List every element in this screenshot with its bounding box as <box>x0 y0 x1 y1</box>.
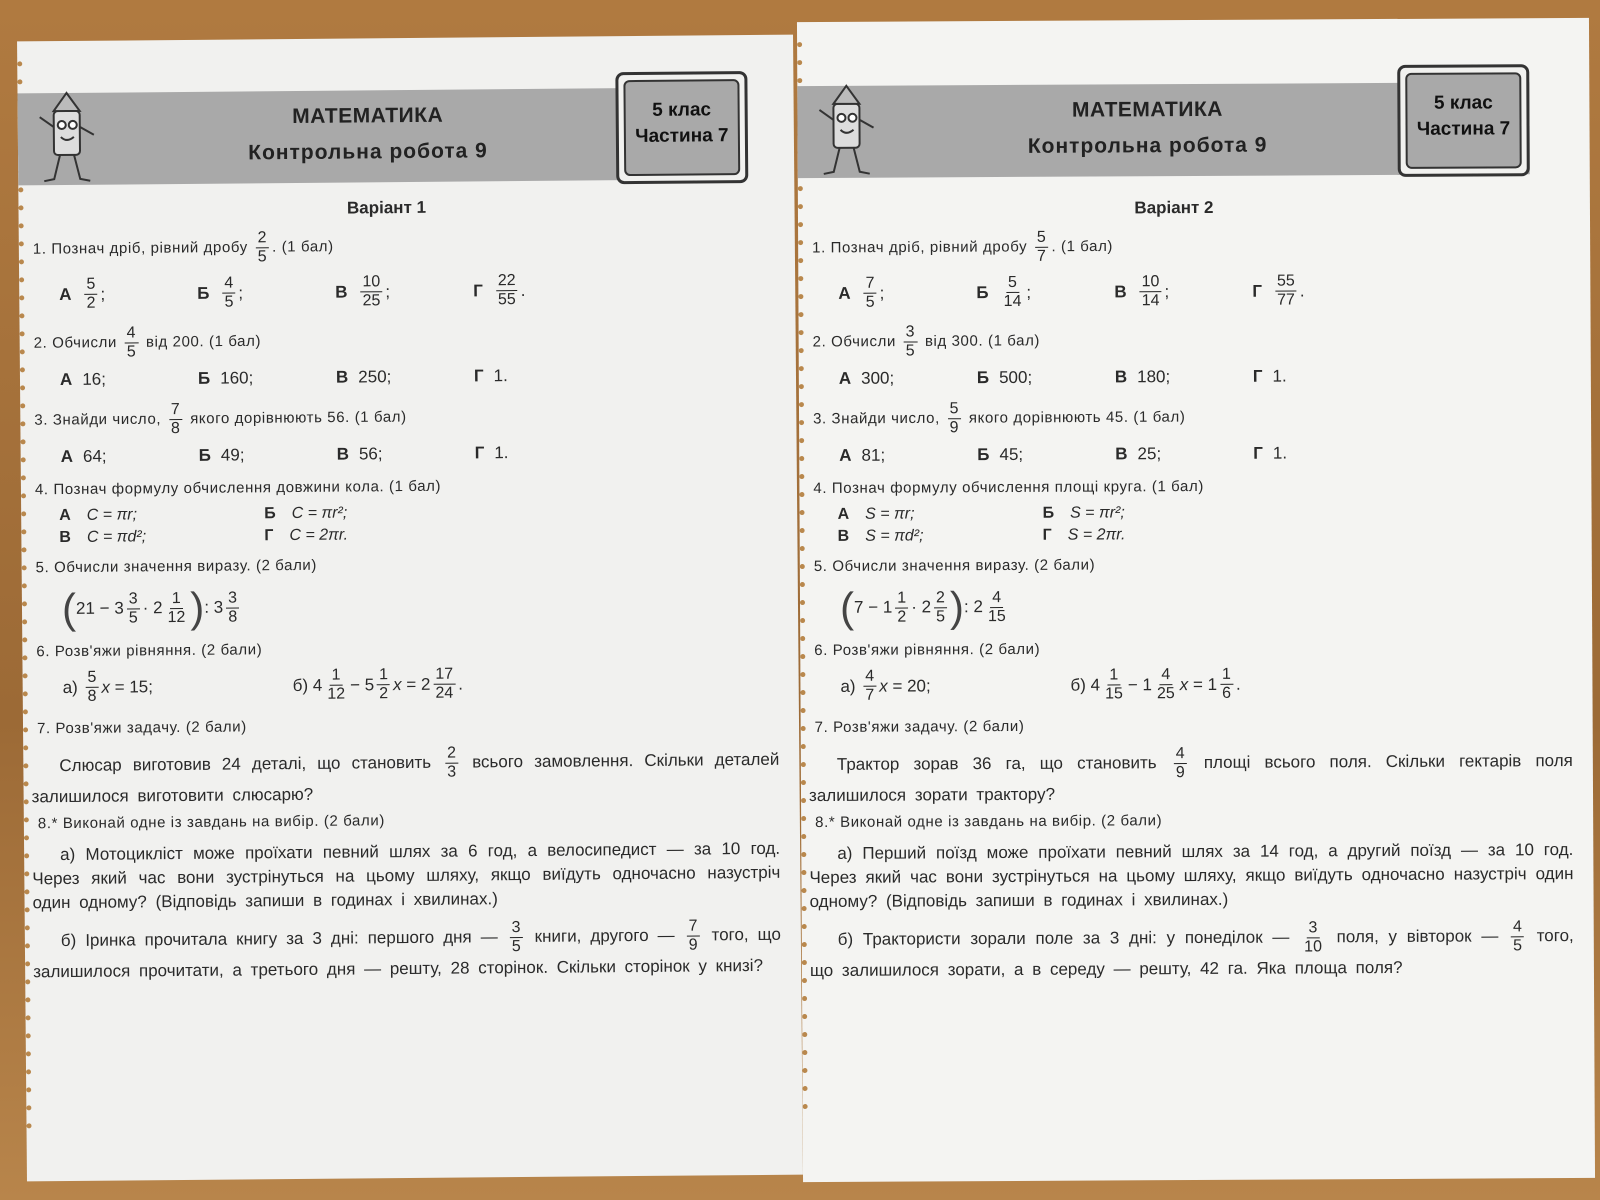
q2-options <box>839 365 1591 389</box>
question-7: 7. Розв'яжи задачу. (2 бали) <box>814 717 1025 736</box>
option-d[interactable]: Г 1. <box>473 366 508 386</box>
part-label: Частина 7 <box>1416 118 1511 140</box>
option-d[interactable]: Г C = 2πr. <box>264 526 349 545</box>
option-d[interactable]: Г $\frac{22}{55}$ . <box>473 272 526 309</box>
worksheet-variant-1 <box>17 35 803 1182</box>
option-c[interactable]: В S = πd²; <box>837 527 924 545</box>
q3-options <box>839 442 1591 466</box>
option-c[interactable]: В 25; <box>1115 444 1162 464</box>
question-5: 5. Обчисли значення виразу. (2 бали) <box>35 556 318 577</box>
pencil-mascot-icon <box>31 87 104 188</box>
question-6: 6. Розв'яжи рівняння. (2 бали) <box>36 641 263 661</box>
equation-b: б) 4 $\frac{1}{15}$ − 1 $\frac{4}{25}$ x = 1 $\frac{1}{6}$ . <box>1070 665 1241 703</box>
option-b[interactable]: Б C = πr²; <box>264 504 348 523</box>
option-d[interactable]: Г 1. <box>1252 366 1287 386</box>
option-c[interactable]: В 180; <box>1114 367 1171 387</box>
option-c[interactable]: В C = πd²; <box>59 528 147 547</box>
pencil-mascot-icon <box>811 80 884 180</box>
question-8: 8.* Виконай одне із завдань на вибір. (2 бали) <box>815 812 1163 831</box>
option-c[interactable]: В $\frac{10}{25}$ ; <box>335 273 391 310</box>
option-a[interactable]: А 64; <box>60 446 107 467</box>
grade-box <box>1397 64 1530 177</box>
option-c[interactable]: В 56; <box>336 444 383 464</box>
q1-options <box>838 271 1590 312</box>
option-d[interactable]: Г $\frac{55}{77}$ . <box>1252 272 1305 309</box>
q4-options <box>59 499 797 549</box>
question-2: 2. Обчисли $\frac{4}{5}$ від 200. (1 бал) <box>33 324 262 361</box>
question-8: 8.* Виконай одне із завдань на вибір. (2 бали) <box>37 812 385 833</box>
subject-title: МАТЕМАТИКА <box>292 103 444 129</box>
questions <box>18 195 801 989</box>
q1-fraction: $\frac{2}{5}$ <box>257 229 268 266</box>
option-d[interactable]: Г 1. <box>474 443 509 463</box>
q2-fraction: $\frac{4}{5}$ <box>126 324 137 361</box>
option-b[interactable]: Б $\frac{5}{14}$ ; <box>976 273 1032 311</box>
option-a[interactable]: А S = πr; <box>837 505 915 523</box>
test-title: Контрольна робота 9 <box>1027 133 1268 158</box>
q6-equations <box>63 663 799 706</box>
equation-a: а) $\frac{5}{8}$ x = 15; <box>62 668 154 705</box>
q2-options <box>60 364 796 390</box>
q1-options <box>59 270 795 313</box>
option-b[interactable]: Б 500; <box>976 367 1033 388</box>
question-7: 7. Розв'яжи задачу. (2 бали) <box>36 718 247 738</box>
question-1 <box>33 225 795 269</box>
option-b[interactable]: Б $\frac{4}{5}$ ; <box>197 274 244 311</box>
option-b[interactable]: Б S = πr²; <box>1042 504 1125 522</box>
grade-box <box>615 71 748 184</box>
q5-expression: ( 7 − 1 $\frac{1}{2}$ · 2 $\frac{2}{5}$ ) : 2 $\frac{4}{15}$ <box>839 583 1006 631</box>
option-d[interactable]: Г 1. <box>1253 443 1288 463</box>
option-a[interactable]: А 16; <box>59 369 106 390</box>
option-c[interactable]: В 250; <box>335 367 392 387</box>
q5-expression: ( 21 − 3 $\frac{3}{5}$ · 2 $\frac{1}{12}$ ) : 3 $\frac{3}{8}$ <box>61 583 238 633</box>
option-a[interactable]: А 300; <box>838 368 895 388</box>
q1-text: 1. Познач дріб, рівний дробу <box>32 238 248 258</box>
q4-options <box>837 500 1591 548</box>
test-title: Контрольна робота 9 <box>248 139 488 165</box>
option-b[interactable]: Б 160; <box>197 368 254 388</box>
option-c[interactable]: В $\frac{10}{14}$ ; <box>1114 273 1170 310</box>
part-label: Частина 7 <box>635 125 729 148</box>
q7-problem: Трактор зорав 36 га, що становить $\frac{4}{9}$ площі всього поля. Скільки гектарів поля залишилося зорати трактору? <box>808 745 1573 806</box>
q8-option-b: б) Іринка прочитала книгу за 3 дні: першого дня — $\frac{3}{5}$ книги, другого — $\frac{7}{9}$ того, що залишилося прочитати, а третього дня — решту, 28 сторінок. Скільки сторінок у книзі? <box>33 917 781 982</box>
question-4: 4. Познач формулу обчислення довжини кола. (1 бал) <box>34 477 442 499</box>
option-a[interactable]: А C = πr; <box>59 506 138 525</box>
option-a[interactable]: А 81; <box>839 445 886 465</box>
option-d[interactable]: Г S = 2πr. <box>1042 526 1126 544</box>
equation-a: а) $\frac{4}{7}$ x = 20; <box>840 667 931 704</box>
variant-title: Варіант 1 <box>346 197 427 218</box>
option-b[interactable]: Б 49; <box>198 445 245 465</box>
question-2: 2. Обчисли $\frac{3}{5}$ від 300. (1 бал) <box>812 323 1041 360</box>
option-a[interactable]: А $\frac{7}{5}$ ; <box>838 274 885 311</box>
question-3: 3. Знайди число, $\frac{5}{9}$ якого дорівнюють 45. (1 бал) <box>813 400 1186 437</box>
question-5: 5. Обчисли значення виразу. (2 бали) <box>813 556 1096 576</box>
q6-equations <box>840 664 1592 705</box>
grade-label: 5 клас <box>652 99 712 121</box>
q3-fraction: $\frac{7}{8}$ <box>170 400 181 438</box>
subject-title: МАТЕМАТИКА <box>1071 97 1223 122</box>
option-a[interactable]: А $\frac{5}{2}$ ; <box>59 275 106 312</box>
question-1: 1. Познач дріб, рівний дробу $\frac{5}{7}$ . (1 бал) <box>812 228 1114 265</box>
q8-option-a: а) Мотоцикліст може проїхати певний шлях за 6 год, а велосипедист — за 10 год. Через який час вони зустрінуться на цьому шляху, якщо виїдуть одночасно назустріч один одному? (Відповідь запиши в годинах і хвилинах.) <box>32 838 781 913</box>
worksheet-variant-2 <box>797 18 1595 1182</box>
q3-options <box>61 441 797 467</box>
grade-label: 5 клас <box>1433 92 1493 114</box>
q8-option-a: а) Перший поїзд може проїхати певний шлях за 14 год, а другий поїзд — за 10 год. Через який час вони зустрінуться на цьому шляху, якщо виїдуть одночасно назустріч один одному? (Відповідь запиши в годинах і хвилинах.) <box>809 840 1574 912</box>
option-b[interactable]: Б 45; <box>977 444 1024 465</box>
question-4: 4. Познач формулу обчислення площі круга. (1 бал) <box>813 477 1204 498</box>
question-6: 6. Розв'яжи рівняння. (2 бали) <box>814 640 1041 659</box>
q8-option-b: б) Трактористи зорали поле за 3 дні: у понеділок — $\frac{3}{10}$ поля, у вівторок — $\frac{4}{5}$ того, що залишилося зорати, а в середу — решту, 42 га. Яка площа поля? <box>809 918 1574 981</box>
variant-title: Варіант 2 <box>1134 197 1214 218</box>
equation-b: б) 4 $\frac{1}{12}$ − 5 $\frac{1}{2}$ x = 2 $\frac{17}{24}$ . <box>292 665 464 703</box>
questions <box>798 196 1594 987</box>
q1-tail: . (1 бал) <box>272 238 334 256</box>
question-3: 3. Знайди число, $\frac{7}{8}$ якого дорівнюють 56. (1 бал) <box>34 400 407 438</box>
q7-problem: Слюсар виготовив 24 деталі, що становить $\frac{2}{3}$ всього замовлення. Скільки деталей залишилося виготовити слюсарю? <box>31 744 780 807</box>
